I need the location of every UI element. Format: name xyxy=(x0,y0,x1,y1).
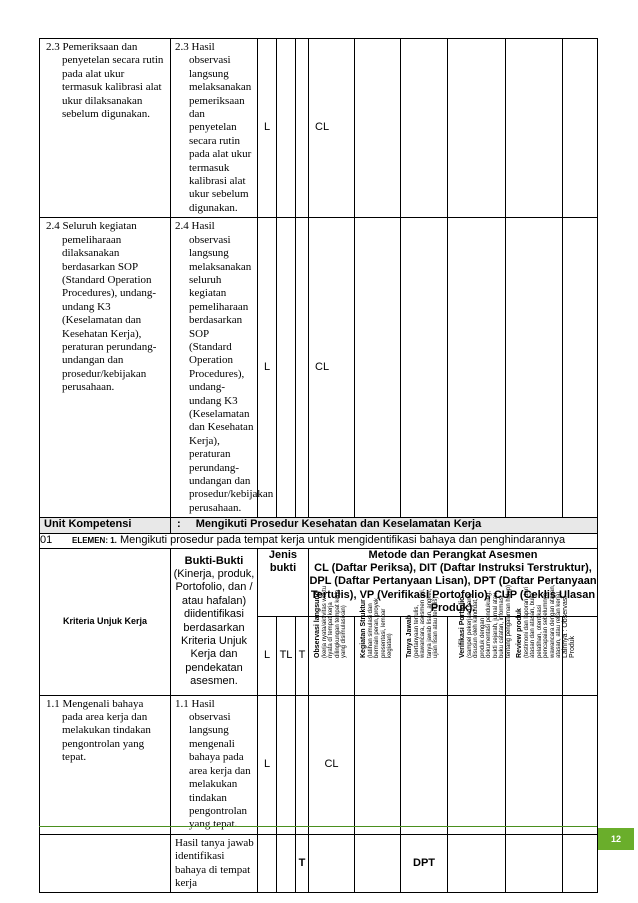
metode-observasi-cell: CL xyxy=(309,39,355,218)
header-metode-desc: CL (Daftar Periksa), DIT (Daftar Instruksi Terstruktur), DPL (Daftar Pertanyaan Lisan), DPT (Daftar Pertanyaan Tertulis), VP (Verifikasi Portofolio), CUP (Ceklis Ulasan Produk). xyxy=(309,562,597,615)
header-bukti-title: Bukti-Bukti xyxy=(184,554,244,567)
method-header-review: Review produk (testimoni dan laporan dari atasan dan atasan, bukti pelatihan, otentikasi pencapaian sebelumnya, wawancara dengan atasan, atasan, atau rekan kerja) xyxy=(506,616,563,695)
bukti-cell: Hasil tanya jawab identifikasi bahaya di tempat kerja xyxy=(171,834,258,893)
unit-label: Unit Kompetensi xyxy=(40,518,171,534)
kuk-cell: 1.1 Mengenali bahaya pada area kerja dan melakukan tindakan pengontrolan yang tepat. xyxy=(40,695,171,834)
element-row xyxy=(40,534,598,548)
jenis-t-cell: T xyxy=(296,834,309,893)
kuk-cell: 2.4 Seluruh kegiatan pemeliharaan dilaksanakan berdasarkan SOP (Standard Operation Procedures), undang-undang K3 (Keselamatan dan Kesehatan Kerja), peraturan perundang-undangan dan prosedur/kebijakan perusahaan. xyxy=(40,218,171,518)
kuk-cell: 2.3 Pemeriksaan dan penyetelan secara rutin pada alat ukur termasuk kalibrasi alat ukur dilaksanakan sebelum digunakan. xyxy=(40,39,171,218)
header-kriteria: Kriteria Unjuk Kerja xyxy=(40,548,171,695)
unit-title-cell xyxy=(171,518,598,534)
header-metode-title: Metode dan Perangkat Asesmen xyxy=(368,548,538,561)
jenis-col-t: T xyxy=(296,616,309,695)
jenis-l-cell: L xyxy=(258,695,277,834)
method-header-tanya-jawab: Tanya Jawab (pertanyaan tertulis, wawancara, asesmen diri, tanya jawab lisan, angket, ujian lisan atau tertulis) xyxy=(401,616,448,695)
jenis-l-cell: L xyxy=(258,218,277,518)
jenis-col-l: L xyxy=(258,616,277,695)
jenis-l-cell: L xyxy=(258,39,277,218)
table-row xyxy=(40,695,598,834)
unit-colon: : xyxy=(177,518,181,531)
bukti-cell: 2.3 Hasil observasi langsung melaksanakan pemeriksaan dan penyetelan secara rutin pada alat ukur termasuk kalibrasi alat ukur sebelum digunakan. xyxy=(171,39,258,218)
header-jenis-bukti: Jenis bukti xyxy=(258,548,309,616)
kuk-cell xyxy=(40,834,171,893)
page-number-badge: 12 xyxy=(598,828,634,850)
metode-tanya-jawab-cell: DPT xyxy=(401,834,448,893)
metode-observasi-cell: CL xyxy=(309,695,355,834)
method-header-lainnya: Lainnya : Observasi Produk xyxy=(563,616,598,695)
method-header-kegiatan: Kegiatan Struktur (latihan simulasi dan bermain peran, proyek, presentasi, lembar kegiatan) xyxy=(355,616,401,695)
table-row xyxy=(40,218,598,518)
method-header-verifikasi: Verifikasi Portfolio (sampel pekerjaan yang disusun oleh kandidat, produk dengan dokumentasi pendukung, bukti sejarah, jurnal atau buku catatan, informasi tentang pengalaman hidup) xyxy=(448,616,506,695)
unit-kompetensi-row xyxy=(40,518,598,534)
bukti-cell: 1.1 Hasil observasi langsung mengenali bahaya pada area kerja dan melakukan tindakan pengontrolan yang tepat. xyxy=(171,695,258,834)
jenis-col-tl: TL xyxy=(277,616,296,695)
header-bukti xyxy=(171,548,258,695)
bukti-cell: 2.4 Hasil observasi langsung melaksanakan seluruh kegiatan pemeliharaan berdasarkan SOP (Standard Operation Procedures), undang-undang K3 (Keselamatan dan Kesehatan Kerja), peraturan perundang-undangan dan prosedur/kebijakan perusahaan. xyxy=(171,218,258,518)
element-text: Mengikuti prosedur pada tempat kerja untuk mengidentifikasi bahaya dan penghindarannya xyxy=(119,534,566,547)
footer-divider xyxy=(39,826,597,827)
header-bukti-desc: (Kinerja, produk, Portofolio, dan / atau hafalan) diidentifikasi berdasarkan Kriteria Unjuk Kerja dan pendekatan asesmen. xyxy=(173,568,255,688)
assessment-table xyxy=(39,38,598,893)
table-row xyxy=(40,39,598,218)
metode-observasi-cell: CL xyxy=(309,218,355,518)
element-number: 01 xyxy=(40,534,53,547)
method-header-observasi: Observasi langsung (kerja nyata/aktivitas waktu nyata di tempat kerja dilingkungan tempat kerja yang disimulasikan) xyxy=(309,616,355,695)
element-label: ELEMEN: 1. xyxy=(72,536,117,546)
table-row xyxy=(40,834,598,893)
unit-title: Mengikuti Prosedur Kesehatan dan Keselamatan Kerja xyxy=(195,518,482,531)
element-cell xyxy=(40,534,598,548)
